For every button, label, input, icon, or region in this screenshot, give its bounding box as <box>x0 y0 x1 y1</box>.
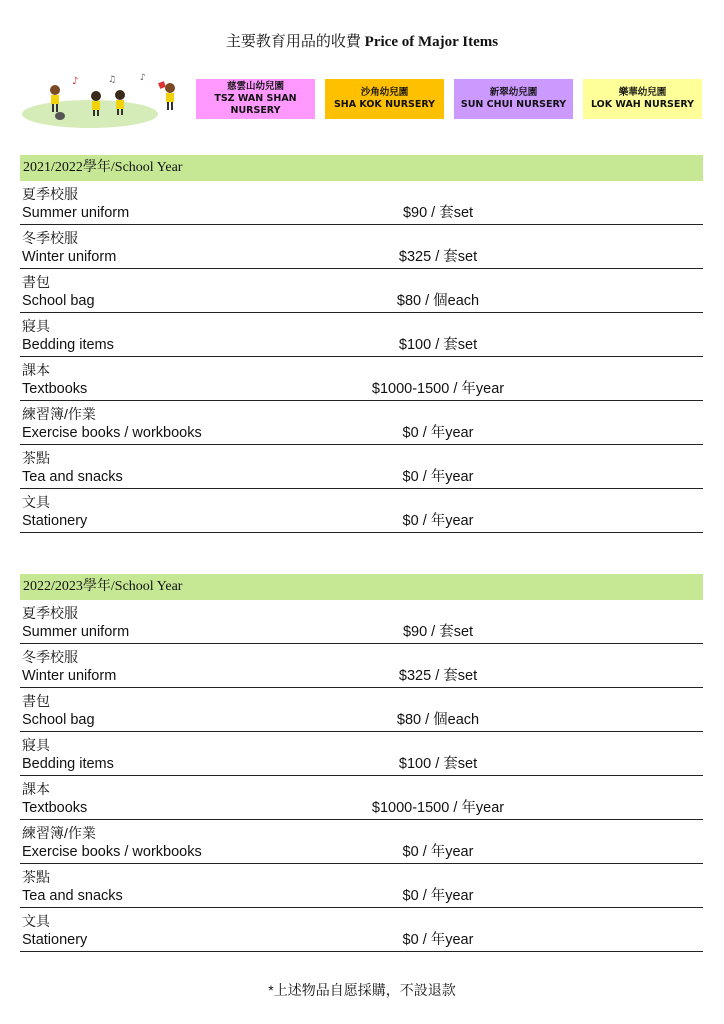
table-row <box>20 688 703 732</box>
table-row <box>20 181 703 225</box>
item-name-zh: 練習簿/作業 <box>22 406 96 422</box>
svg-text:♫: ♫ <box>108 75 117 85</box>
nursery-tab-sun-chui <box>454 79 573 119</box>
item-name-en: Bedding items <box>22 337 114 353</box>
item-name-en: Summer uniform <box>22 205 130 221</box>
item-name-zh: 課本 <box>22 781 50 797</box>
table-row <box>20 401 703 445</box>
table-row <box>20 644 703 688</box>
item-name-en: Textbooks <box>22 381 88 397</box>
item-price: $0 / 年year <box>402 469 474 485</box>
item-name-en: Winter uniform <box>22 249 117 265</box>
nursery-name-en: LOK WAH NURSERY <box>590 99 695 110</box>
table-row <box>20 820 703 864</box>
item-price: $90 / 套set <box>402 205 474 221</box>
item-price: $0 / 年year <box>402 513 474 529</box>
item-name-zh: 茶點 <box>22 450 50 466</box>
item-price: $80 / 個each <box>396 293 480 309</box>
footnote: *上述物品自愿採購，不設退款 <box>268 982 456 998</box>
nursery-tab-tsz-wan-shan <box>196 79 315 119</box>
table-row <box>20 908 703 952</box>
item-price: $100 / 套set <box>398 756 478 772</box>
table-row <box>20 269 703 313</box>
item-name-en: Exercise books / workbooks <box>22 425 202 441</box>
item-price: $0 / 年year <box>402 932 474 948</box>
item-price: $0 / 年year <box>402 844 474 860</box>
table-row <box>20 445 703 489</box>
table-row <box>20 357 703 401</box>
item-name-zh: 夏季校服 <box>22 605 78 621</box>
title-zh: 主要教育用品的收費 <box>225 34 361 50</box>
nursery-name-zh: 慈雲山幼兒園 <box>226 81 284 92</box>
nursery-name-en: SUN CHUI NURSERY <box>460 99 567 110</box>
item-name-zh: 文具 <box>22 494 50 510</box>
nursery-name-zh: 樂華幼兒園 <box>618 87 667 98</box>
item-name-zh: 書包 <box>22 693 50 709</box>
table-row <box>20 489 703 533</box>
svg-text:♪: ♪ <box>140 73 146 83</box>
item-name-zh: 練習簿/作業 <box>22 825 96 841</box>
item-name-en: Winter uniform <box>22 668 117 684</box>
title-en: Price of Major Items <box>364 34 499 50</box>
item-name-zh: 茶點 <box>22 869 50 885</box>
item-name-en: Tea and snacks <box>22 888 123 904</box>
item-name-en: Stationery <box>22 932 88 948</box>
item-price: $0 / 年year <box>402 888 474 904</box>
item-name-zh: 文具 <box>22 913 50 929</box>
item-name-en: Exercise books / workbooks <box>22 844 202 860</box>
item-name-zh: 夏季校服 <box>22 186 78 202</box>
table-row <box>20 600 703 644</box>
item-name-zh: 寢具 <box>22 737 50 753</box>
item-price: $100 / 套set <box>398 337 478 353</box>
item-name-en: Stationery <box>22 513 88 529</box>
nursery-tabs <box>196 79 702 119</box>
item-name-en: Textbooks <box>22 800 88 816</box>
item-price: $90 / 套set <box>402 624 474 640</box>
nursery-name-zh: 沙角幼兒園 <box>360 87 409 98</box>
nursery-name-en: SHA KOK NURSERY <box>333 99 436 110</box>
item-name-zh: 冬季校服 <box>22 230 78 246</box>
item-price: $325 / 套set <box>398 668 478 684</box>
item-name-en: School bag <box>22 293 95 309</box>
item-name-en: School bag <box>22 712 95 728</box>
page-title <box>0 30 724 51</box>
item-price: $1000-1500 / 年year <box>371 800 505 816</box>
item-name-zh: 冬季校服 <box>22 649 78 665</box>
nursery-name-zh: 新翠幼兒園 <box>489 87 538 98</box>
item-name-en: Tea and snacks <box>22 469 123 485</box>
table-row <box>20 864 703 908</box>
item-price: $1000-1500 / 年year <box>371 381 505 397</box>
item-name-en: Bedding items <box>22 756 114 772</box>
item-name-zh: 課本 <box>22 362 50 378</box>
price-section-2022-2023 <box>20 574 703 952</box>
item-price: $0 / 年year <box>402 425 474 441</box>
item-name-zh: 書包 <box>22 274 50 290</box>
table-row <box>20 313 703 357</box>
price-section-2021-2022 <box>20 155 703 533</box>
item-name-en: Summer uniform <box>22 624 130 640</box>
item-price: $325 / 套set <box>398 249 478 265</box>
table-row <box>20 225 703 269</box>
svg-text:♪: ♪ <box>72 76 79 87</box>
section-heading: 2021/2022學年/School Year <box>20 155 703 181</box>
nursery-tab-lok-wah <box>583 79 702 119</box>
item-price: $80 / 個each <box>396 712 480 728</box>
table-row <box>20 776 703 820</box>
section-heading: 2022/2023學年/School Year <box>20 574 703 600</box>
nursery-tab-sha-kok <box>325 79 444 119</box>
table-row <box>20 732 703 776</box>
children-playing-logo <box>20 72 180 130</box>
nursery-name-en: TSZ WAN SHAN NURSERY <box>214 93 297 116</box>
item-name-zh: 寢具 <box>22 318 50 334</box>
